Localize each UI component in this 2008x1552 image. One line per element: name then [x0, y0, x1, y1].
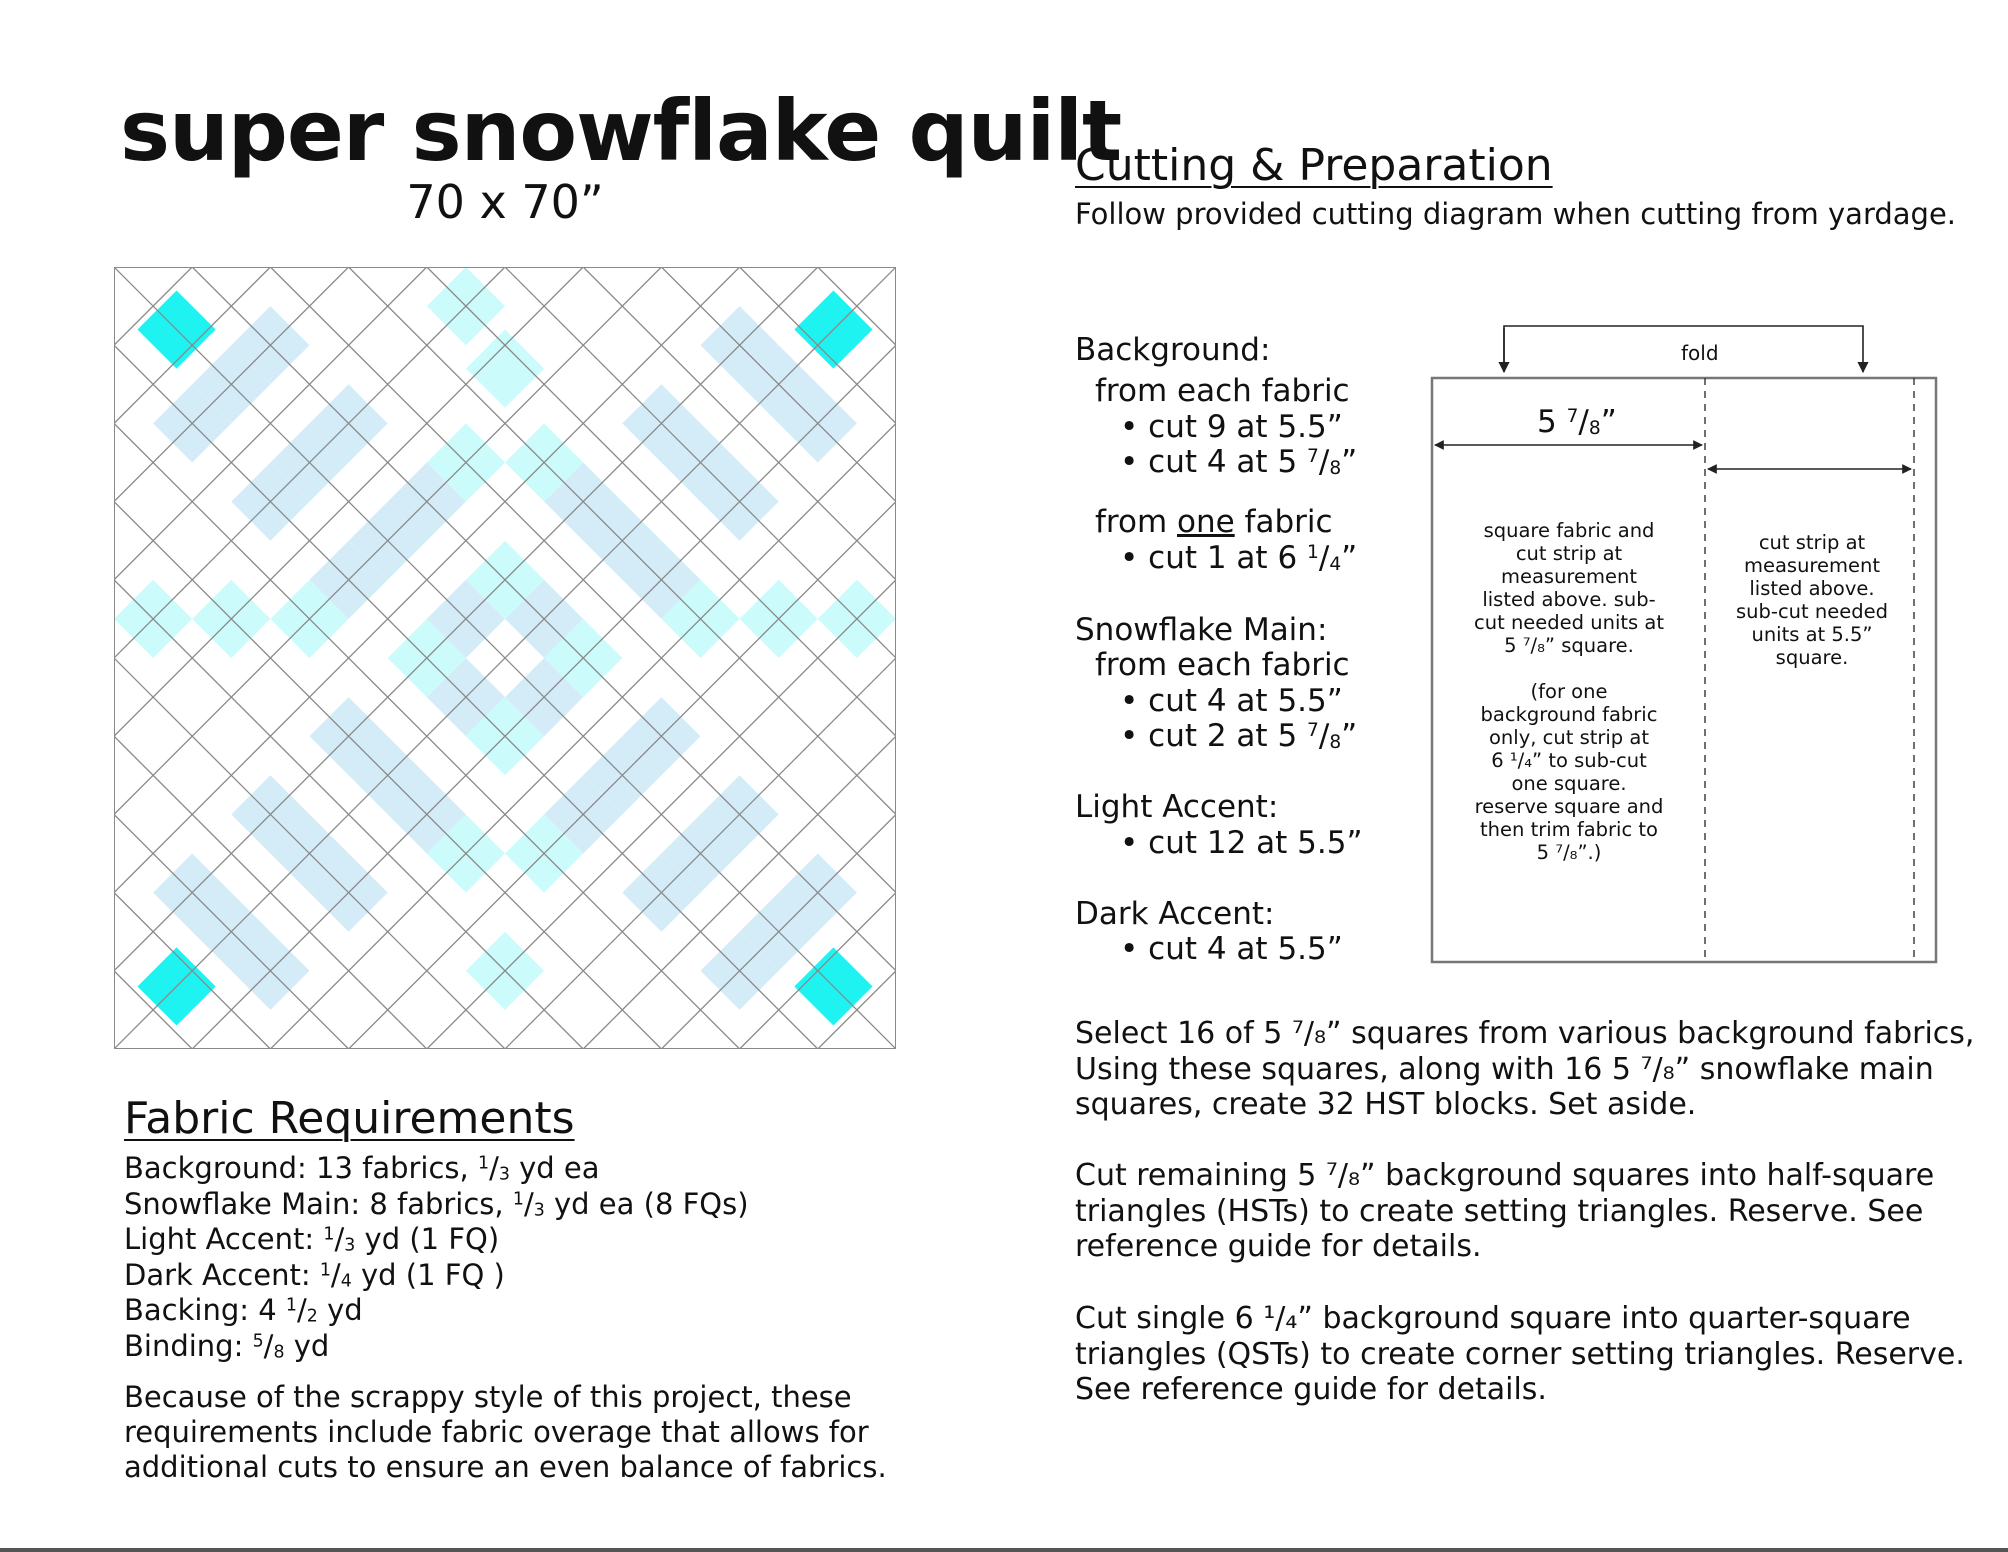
req-light-accent: Light Accent: $^1/_3$ yd (1 FQ) [124, 1222, 500, 1257]
right-instruction-line: measurement [1743, 554, 1881, 577]
background-label: Background: [1075, 332, 1271, 368]
instruction-corner-triangles: Cut single 6 ¹/₄” background square into quarter-square triangles (QSTs) to create corner setting triangles. Reserve. See reference guide for details. [1075, 1301, 1965, 1408]
req-backing: Backing: 4 $^1/_2$ yd [124, 1293, 363, 1328]
instruction-hst-blocks: Select 16 of 5 ⁷/₈” squares from various background fabrics, Using these squares, along with 16 5 ⁷/₈” snowflake main squares, create 32 HST blocks. Set aside. [1075, 1016, 1975, 1123]
background-from-each: from each fabric [1095, 373, 1350, 409]
cutting-diagram [1425, 318, 1945, 968]
left-instruction-line: listed above. sub- [1482, 588, 1656, 611]
left-instruction-line: cut needed units at [1474, 611, 1664, 634]
instruction-setting-triangles: Cut remaining 5 ⁷/₈” background squares into half-square triangles (HSTs) to create setting triangles. Reserve. See reference guide for details. [1075, 1158, 1935, 1265]
fold-label: fold [1681, 341, 1719, 365]
right-instruction-line: units at 5.5” [1751, 623, 1873, 646]
background-cut-a: • cut 9 at 5.5” [1120, 409, 1343, 445]
snowflake-main-cut-b: • cut 2 at 5 $^7/_8$” [1120, 718, 1358, 754]
background-cut-c: • cut 1 at 6 $^1/_4$” [1120, 540, 1358, 576]
dark-accent-cut: • cut 4 at 5.5” [1120, 931, 1343, 967]
quilt-title: super snowflake quilt [120, 82, 1122, 180]
left-instruction-line: only, cut strip at [1489, 726, 1649, 749]
left-instruction-line: 6 ¹/₄” to sub-cut [1491, 749, 1647, 772]
background-cut-b: • cut 4 at 5 $^7/_8$” [1120, 444, 1358, 480]
req-background: Background: 13 fabrics, $^1/_3$ yd ea [124, 1151, 600, 1185]
quilt-fills [114, 267, 896, 1026]
req-dark-accent: Dark Accent: $^1/_4$ yd (1 FQ ) [124, 1257, 505, 1292]
light-accent-cut: • cut 12 at 5.5” [1120, 825, 1363, 861]
light-accent-label: Light Accent: [1075, 789, 1279, 825]
background-from-one: from one fabric [1095, 504, 1333, 540]
left-instruction-line: 5 ⁷/₈” square. [1504, 634, 1634, 657]
req-binding: Binding: $^5/_8$ yd [124, 1328, 330, 1363]
req-snowflake-main: Snowflake Main: 8 fabrics, $^1/_3$ yd ea (8 FQs) [124, 1186, 749, 1221]
left-instruction-line [1455, 657, 1683, 680]
snowflake-main-from-each: from each fabric [1095, 647, 1350, 683]
cutting-heading: Cutting & Preparation [1075, 140, 1553, 191]
right-instruction-line: listed above. [1749, 577, 1875, 600]
strip-width-label: 5 $^7/_8$” [1537, 404, 1617, 440]
right-instruction-line: sub-cut needed [1736, 600, 1888, 623]
right-instruction-line: square. [1775, 646, 1849, 669]
snowflake-main-cut-a: • cut 4 at 5.5” [1120, 683, 1343, 719]
left-instruction-line: square fabric and [1483, 519, 1655, 542]
snowflake-main-label: Snowflake Main: [1075, 612, 1328, 648]
bottom-divider [0, 1548, 2008, 1552]
left-instruction-line: cut strip at [1515, 542, 1623, 565]
right-section-instructions [1717, 531, 1907, 669]
fabric-requirements-heading: Fabric Requirements [124, 1093, 575, 1144]
right-instruction-line: cut strip at [1758, 531, 1866, 554]
quilt-size: 70 x 70” [406, 175, 604, 229]
cutting-intro: Follow provided cutting diagram when cutting from yardage. [1075, 197, 1957, 231]
left-instruction-line: then trim fabric to [1480, 818, 1658, 841]
left-instruction-line: one square. [1511, 772, 1627, 795]
left-instruction-line: (for one [1530, 680, 1608, 703]
left-section-instructions [1455, 519, 1683, 864]
quilt-illustration [114, 267, 896, 1049]
left-instruction-line: reserve square and [1474, 795, 1664, 818]
fabric-requirements-list [124, 1151, 749, 1365]
left-instruction-line: 5 ⁷/₈”.) [1536, 841, 1602, 864]
left-instruction-line: background fabric [1480, 703, 1658, 726]
fabric-overage-note: Because of the scrappy style of this project, these requirements include fabric overage that allows for additional cuts to ensure an even balance of fabrics. [124, 1380, 887, 1484]
dark-accent-label: Dark Accent: [1075, 896, 1275, 932]
left-instruction-line: measurement [1500, 565, 1638, 588]
